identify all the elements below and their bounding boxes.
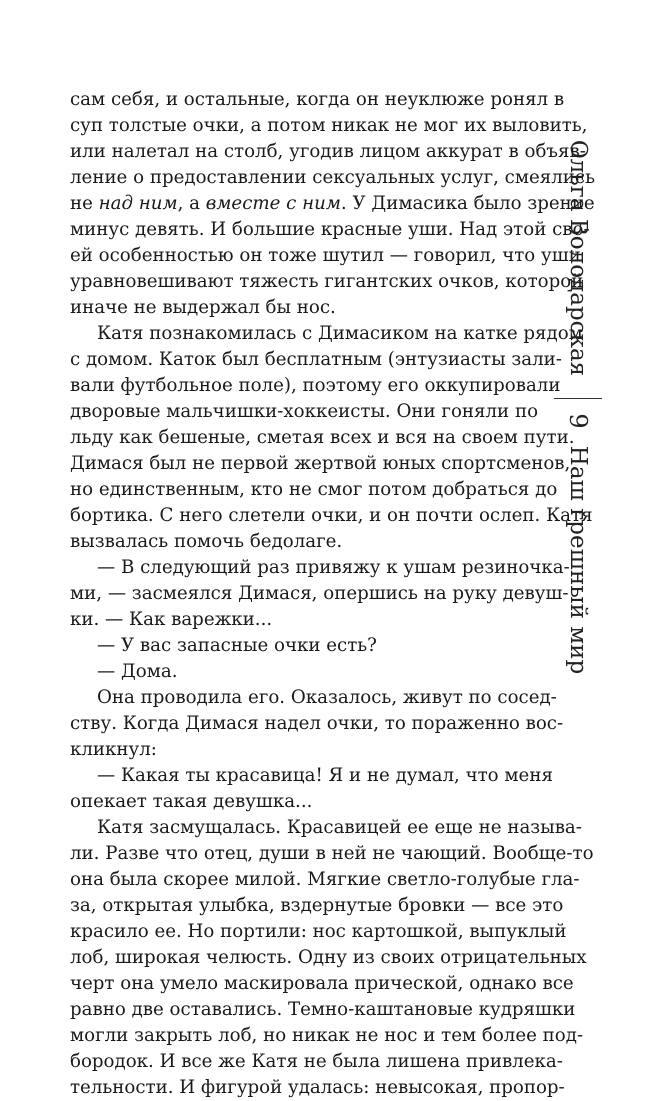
text-line: ству. Когда Димася надел очки, то пораженно вос-: [70, 713, 564, 734]
running-head-book-title: Наш грешный мир: [565, 445, 591, 675]
text-line: дворовые мальчишки-хоккеисты. Они гоняли по: [70, 401, 539, 422]
running-head-author: Ольга Володарская: [565, 139, 591, 377]
emphasis: вместе с ним: [205, 193, 341, 214]
text-line: опекает такая девушка...: [70, 791, 313, 812]
text-line: с домом. Каток был бесплатным (энтузиасты зали-: [70, 349, 562, 370]
text-line: льду как бешеные, сметая всех и вся на своем пути.: [70, 427, 575, 448]
text-line: равно две оставались. Темно-каштановые кудряшки: [70, 999, 576, 1020]
text-line: за, открытая улыбка, вздернутые бровки — все это: [70, 895, 564, 916]
text-line: ей особенностью он тоже шутил — говорил, что уши: [70, 245, 581, 266]
text-line: — В следующий раз привяжу к ушам резиночка-: [97, 557, 570, 578]
text-line: [70, 191, 595, 217]
text-line: Димася был не первой жертвой юных спортсменов,: [70, 453, 571, 474]
text-line: красило ее. Но портили: нос картошкой, выпуклый: [70, 921, 567, 942]
text-line: — Дома.: [97, 661, 178, 682]
text-line: Катя засмущалась. Красавицей ее еще не называ-: [97, 817, 582, 838]
text-line: вызвалась помочь бедолаге.: [70, 531, 343, 552]
text-line: Катя познакомилась с Димасиком на катке рядом: [97, 323, 583, 344]
running-head-divider: [554, 398, 602, 399]
running-head: [548, 0, 608, 1080]
text-line: ли. Разве что отец, души в ней не чающий. Вообще-то: [70, 843, 594, 864]
text-line: бортика. С него слетели очки, и он почти ослеп. Катя: [70, 505, 593, 526]
text-line: могли закрыть лоб, но никак не нос и тем более под-: [70, 1025, 584, 1046]
text-line: ки. — Как варежки...: [70, 609, 273, 630]
text-line: или налетал на столб, угодив лицом аккурат в объяв-: [70, 141, 586, 162]
text-line: минус девять. И большие красные уши. Над этой сво-: [70, 219, 590, 240]
text-line: тельности. И фигурой удалась: невысокая, пропор-: [70, 1077, 565, 1098]
text-line: лоб, широкая челюсть. Одну из своих отрицательных: [70, 947, 587, 968]
text-line: сам себя, и остальные, когда он неуклюже ронял в: [70, 89, 565, 110]
text-line: кликнул:: [70, 739, 157, 760]
text-fragment: , а: [177, 193, 206, 214]
text-line: — Какая ты красавица! Я и не думал, что меня: [97, 765, 553, 786]
emphasis: над ним: [98, 193, 178, 214]
text-line: она была скорее милой. Мягкие светло-голубые гла-: [70, 869, 580, 890]
text-line: ми, — засмеялся Димася, опершись на руку девуш-: [70, 583, 569, 604]
text-line: уравновешивают тяжесть гигантских очков, которой: [70, 271, 584, 292]
text-fragment: не: [70, 193, 99, 214]
text-line: иначе не выдержал бы нос.: [70, 297, 336, 318]
page-number: 9: [564, 413, 592, 429]
text-line: но единственным, кто не смог потом добраться до: [70, 479, 558, 500]
text-line: суп толстые очки, а потом никак не мог их выловить,: [70, 115, 588, 136]
text-line: вали футбольное поле), поэтому его оккупировали: [70, 375, 561, 396]
text-line: бородок. И все же Катя не была лишена привлека-: [70, 1051, 563, 1072]
text-line: ление о предоставлении сексуальных услуг, смеялись: [70, 167, 596, 188]
text-fragment: . У Димасика было зрение: [340, 193, 595, 214]
text-line: черт она умело маскировала прической, однако все: [70, 973, 574, 994]
text-line: Она проводила его. Оказалось, живут по сосед-: [97, 687, 557, 708]
text-line: — У вас запасные очки есть?: [97, 635, 377, 656]
